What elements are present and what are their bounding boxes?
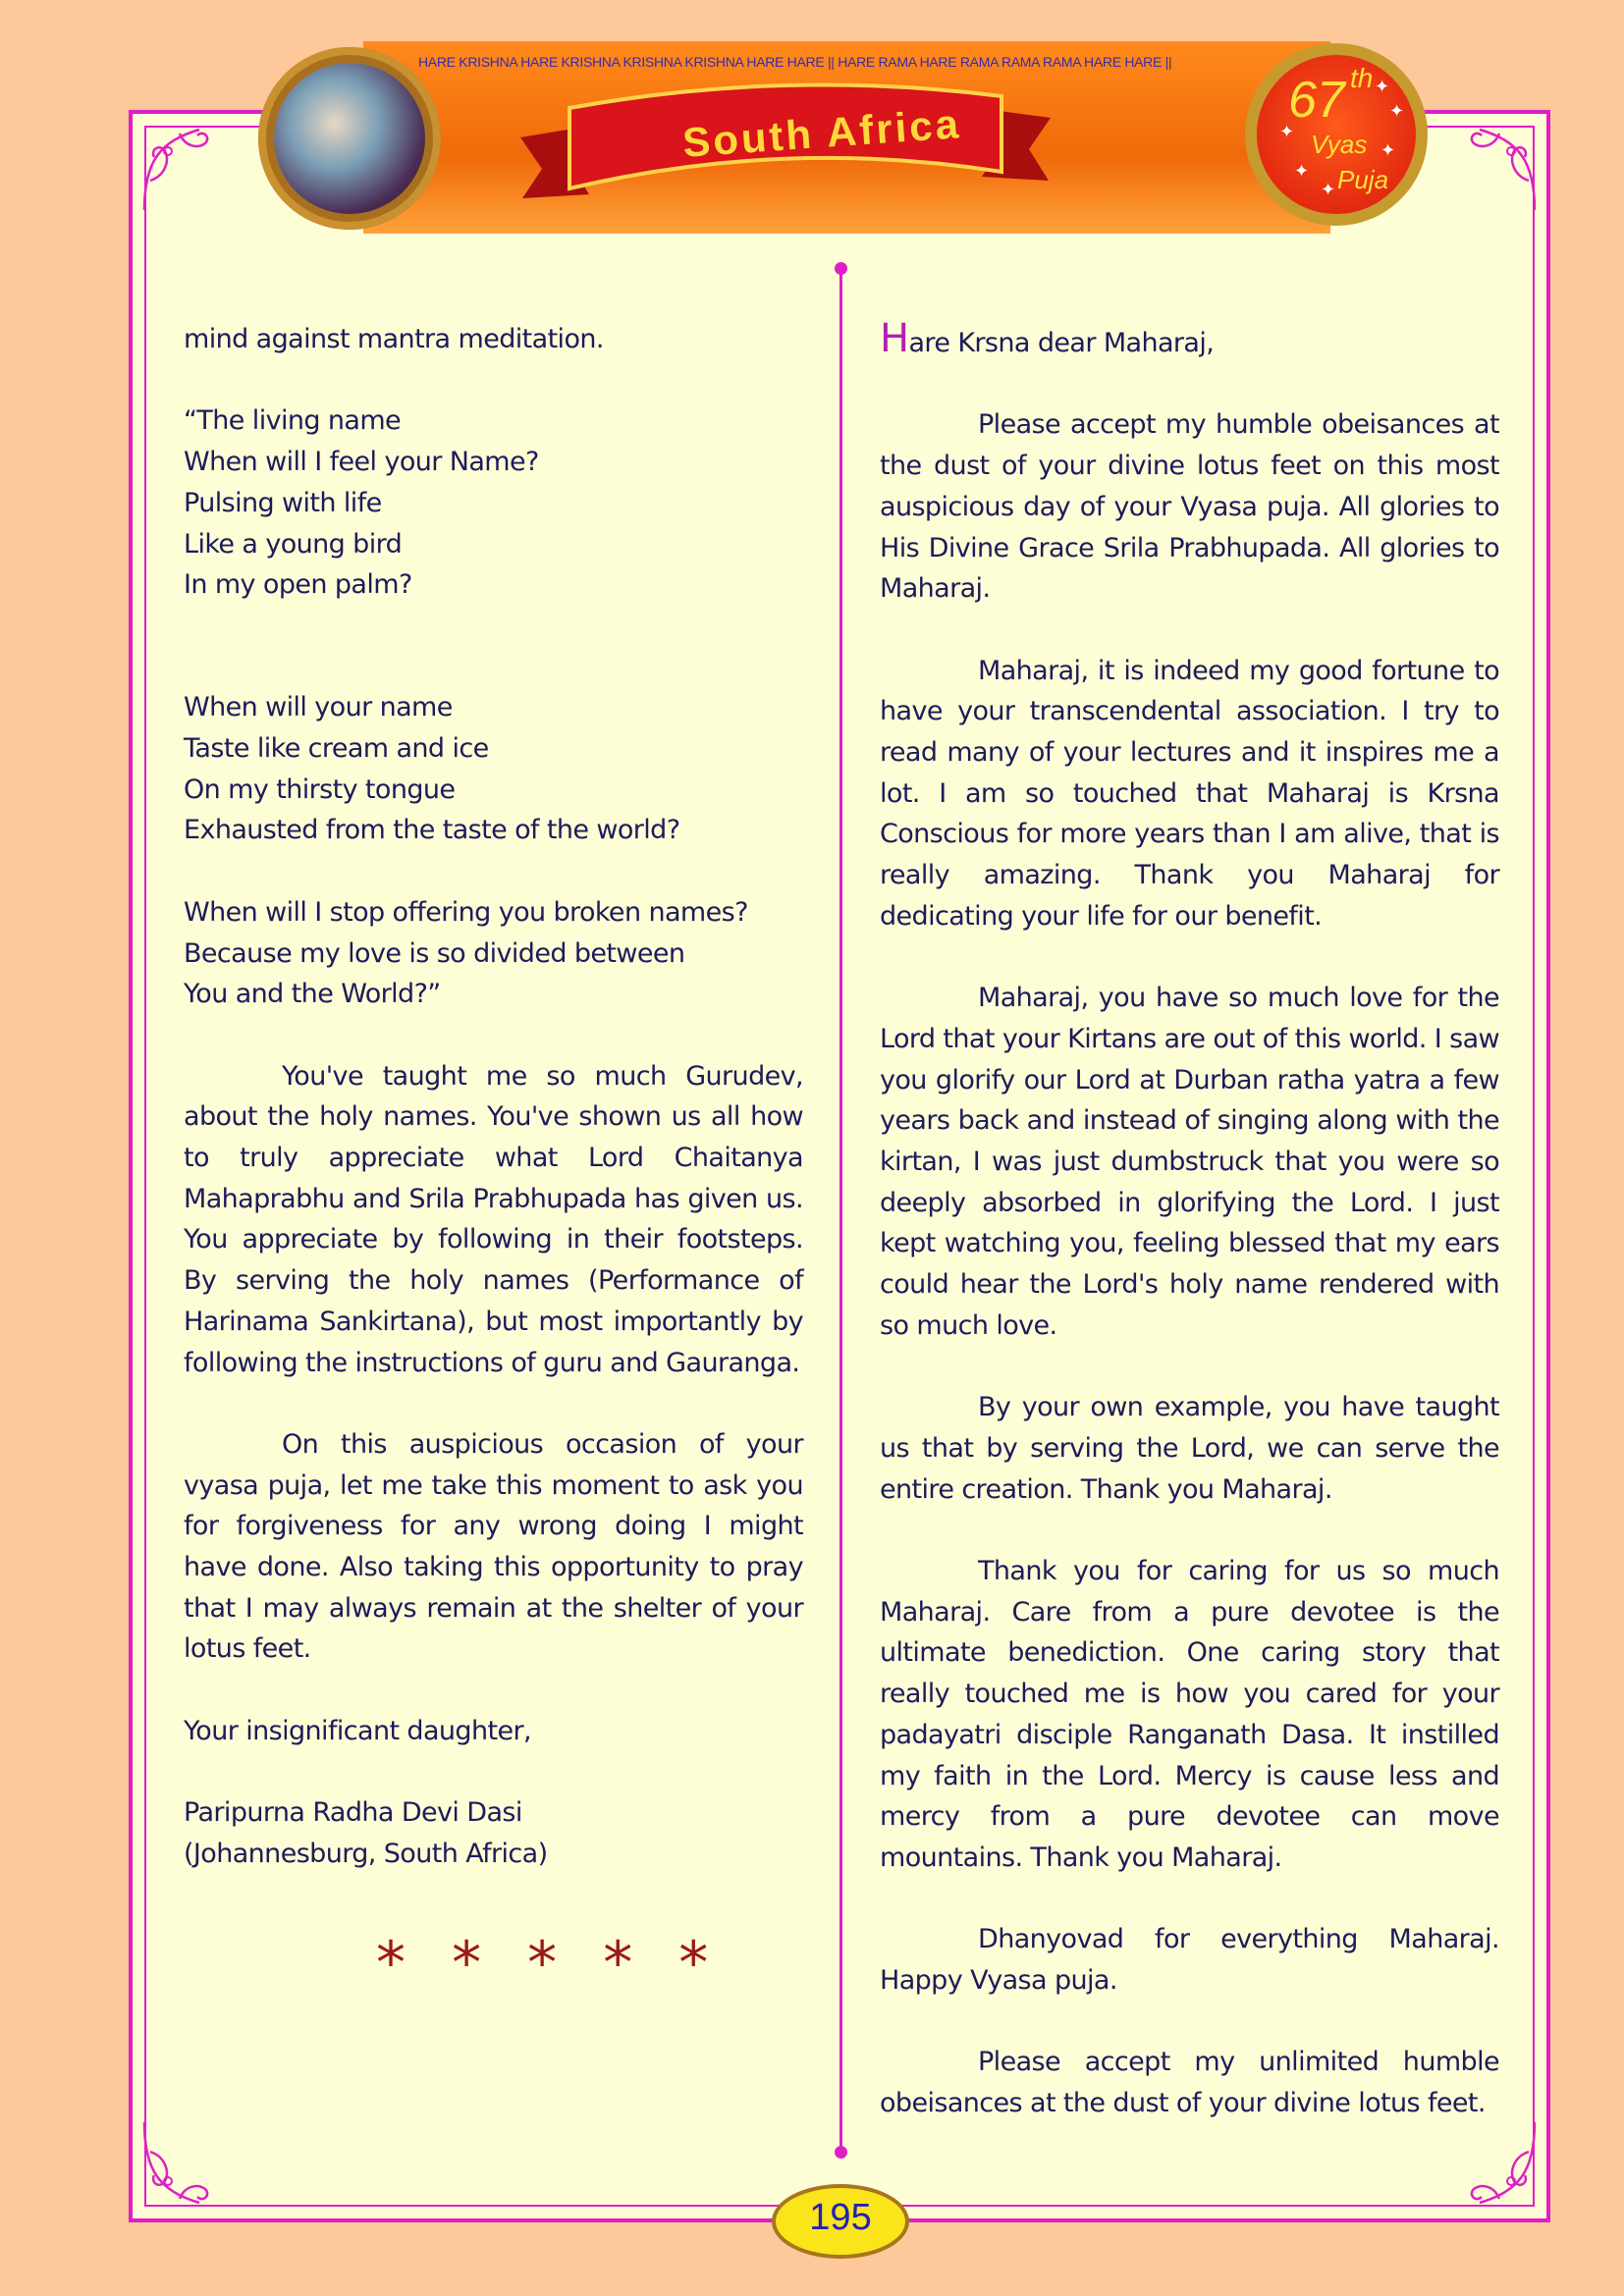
page-number: 195 [809,2197,872,2238]
poem-line: When will I stop offering you broken names? [184,896,748,928]
right-column [880,316,1499,2124]
divider-dot-top [835,262,847,275]
deity-medallion [258,47,441,230]
divider-dot-bottom [835,2146,847,2159]
poem-line: When will your name [184,692,453,723]
poem-line: Because my love is so divided between [184,937,685,969]
left-column [184,319,803,1875]
corner-ornament-icon [140,2117,234,2211]
poem-line: On my thirsty tongue [184,774,456,805]
poem-line: “The living name [184,405,402,437]
right-paragraph: By your own example, you have taught us that by serving the Lord, we can serve the entire creation. Thank you Maharaj. [880,1392,1499,1505]
sparkle-icon: ✦ [1294,161,1310,182]
poem-line: Taste like cream and ice [184,733,489,764]
corner-ornament-icon [1445,2117,1539,2211]
section-separator: * * * * * [376,1929,723,1998]
right-paragraph: Maharaj, it is indeed my good fortune to have your transcendental association. I try to read many of your lectures and it inspires me a lot. I am so touched that Maharaj is Krsna Conscious for more years than I am alive, that is really amazing. Thank you Maharaj for dedicating your life for our benefit. [880,655,1499,932]
mantra-text: HARE KRISHNA HARE KRISHNA KRISHNA KRISHNA HARE HARE || HARE RAMA HARE RAMA RAMA RAMA HARE HARE || [418,54,1172,70]
sparkle-icon: ✦ [1279,122,1295,142]
sparkle-icon: ✦ [1375,77,1390,97]
signature-name: Paripurna Radha Devi Dasi [184,1797,522,1829]
badge-number: 67 [1288,72,1345,129]
corner-ornament-icon [140,122,234,215]
sparkle-icon: ✦ [1321,180,1336,200]
left-paragraph: On this auspicious occasion of your vyasa puja, let me take this moment to ask you for forgiveness for any wrong doing I might have done. Also taking this opportunity to pray that I may always remain at the shelter of your lotus feet. [184,1428,803,1665]
poem-line: In my open palm? [184,569,412,601]
sparkle-icon: ✦ [1389,101,1405,122]
right-paragraph: Thank you for caring for us so much Maharaj. Care from a pure devotee is the ultimate benediction. One caring story that really touched me is how you cared for your padayatri disciple Ranganath Dasa. It instilled my faith in the Lord. Mercy is cause less and mercy from a pure devotee can move mountains. Thank you Maharaj. [880,1556,1499,1873]
right-paragraph: Maharaj, you have so much love for the Lord that your Kirtans are out of this world. I saw you glorify our Lord at Durban ratha yatra a few years back and instead of singing along with the kirtan, I was just dumbstruck that you were so deeply absorbed in glorifying the Lord. I just kept watching you, feeling blessed that my ears could hear the Lord's holy name rendered with so much love. [880,983,1499,1341]
corner-ornament-icon [1445,122,1539,215]
left-opening-line: mind against mantra meditation. [184,324,604,354]
closing-line: Your insignificant daughter, [184,1715,531,1746]
poem-line: Exhausted from the taste of the world? [184,815,680,846]
sparkle-icon: ✦ [1380,140,1396,161]
column-divider [839,268,842,2153]
drop-cap: H [880,316,909,361]
poem-line: Pulsing with life [184,487,382,518]
left-paragraph: You've taught me so much Gurudev, about the holy names. You've shown us all how to truly appreciate what Lord Chaitanya Mahaprabhu and Srila Prabhupada has given us. You appreciate by following in their footsteps. By serving the holy names (Performance of Harinama Sankirtana), but most importantly by following the instructions of guru and Gauranga. [184,1060,803,1378]
poem-line: You and the World?” [184,979,441,1010]
deity-image [274,63,425,214]
signature-place: (Johannesburg, South Africa) [184,1838,548,1869]
poem-line: When will I feel your Name? [184,447,539,478]
banner-title: South Africa [680,100,963,166]
badge-puja: Puja [1337,165,1389,194]
badge-suffix: th [1350,63,1374,93]
greeting [880,316,1499,364]
right-paragraph: Please accept my humble obeisances at the dust of your divine lotus feet on this most auspicious day of your Vyasa puja. All glories to His Divine Grace Srila Prabhupada. All glories to Maharaj. [880,409,1499,605]
right-paragraph: Please accept my unlimited humble obeisances at the dust of your divine lotus feet. [880,2047,1499,2119]
badge-vyas: Vyas [1311,130,1368,159]
greeting-text: are Krsna dear Maharaj, [908,328,1215,358]
right-paragraph: Dhanyovad for everything Maharaj. Happy Vyasa puja. [880,1924,1499,1997]
poem-line: Like a young bird [184,528,403,560]
